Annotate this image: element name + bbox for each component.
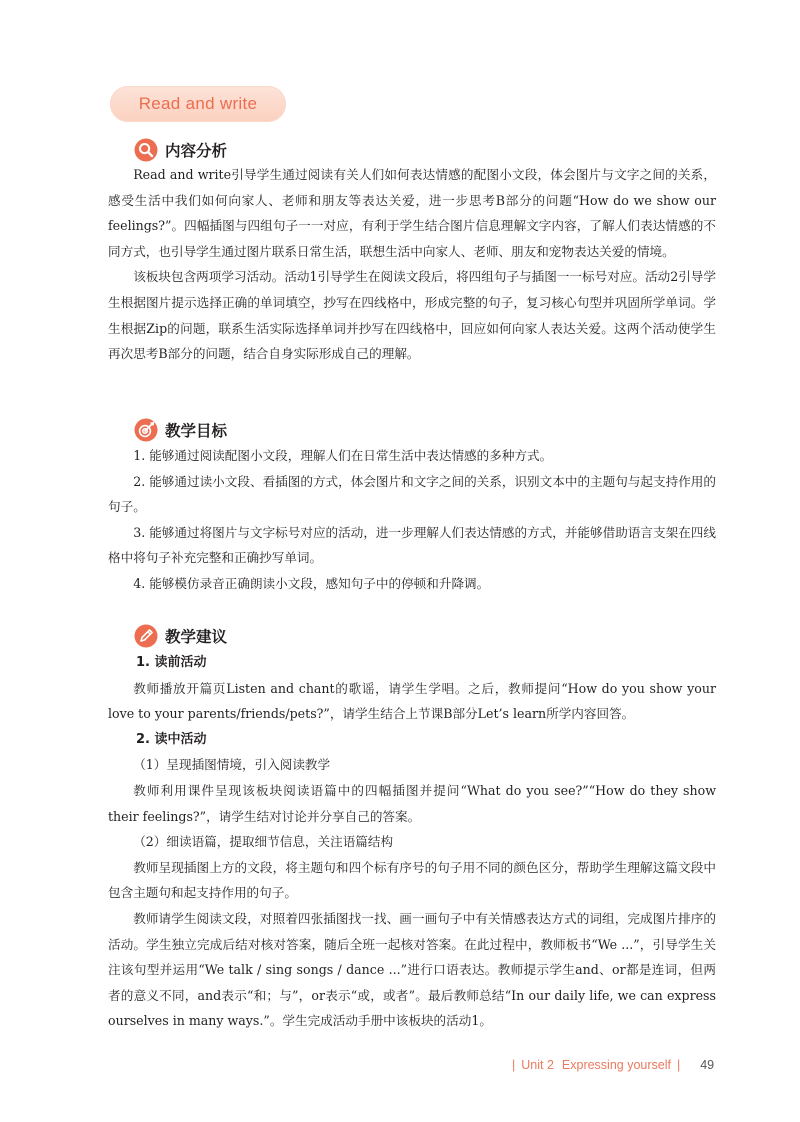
footer-unit: Unit 2 xyxy=(521,1058,554,1072)
teaching-goals-body xyxy=(108,443,716,597)
step-2-paragraph-2: 教师请学生阅读文段，对照着四张插图找一找、画一画句子中有关情感表达方式的词组，完成图片排序的活动。学生独立完成后结对核对答案，随后全班一起核对答案。在此过程中，教师板书“We ...”，引导学生关注该句型并运用“We talk / sing songs / dance ...”进行口语表达。教师提示学生and、or都是连词，但两者的意义不同，and表示“和；与”，or表示“或，或者”。最后教师总结“In our daily life, we can express ourselves in many ways.”。学生完成活动手册中该板块的活动1。 xyxy=(108,910,716,1029)
pencil-icon xyxy=(134,624,158,648)
teaching-suggestions-body xyxy=(108,650,716,1034)
target-icon xyxy=(134,418,158,442)
step-2-paragraph: 教师呈现插图上方的文段，将主题句和四个标有序号的句子用不同的颜色区分，帮助学生理解这篇文段中包含主题句和起支持作用的句子。 xyxy=(108,859,716,901)
teaching-suggestions-title: 教学建议 xyxy=(165,628,228,646)
goal-item: 1. 能够通过阅读配图小文段，理解人们在日常生活中表达情感的多种方式。 xyxy=(133,448,553,463)
content-analysis-heading xyxy=(134,136,227,164)
teaching-suggestions-heading xyxy=(134,622,227,650)
content-analysis-paragraph-2: 该板块包含两项学习活动。活动1引导学生在阅读文段后，将四组句子与插图一一标号对应。活动2引导学生根据图片提示选择正确的单词填空，抄写在四线格中，形成完整的句子，复习核心句型并巩固所学单词。学生根据Zip的问题，联系生活实际选择单词并抄写在四线格中，回应如何向家人表达关爱。这两个活动使学生再次思考B部分的问题，结合自身实际形成自己的理解。 xyxy=(108,269,716,362)
pre-reading-paragraph: 教师播放开篇页Listen and chant的歌谣，请学生学唱。之后，教师提问“How do you show your love to your parents/friends/pets?”，请学生结合上节课B部分Let’s learn所学内容回答。 xyxy=(108,680,716,722)
footer-unit-title: Expressing yourself xyxy=(561,1058,671,1072)
footer-divider: | xyxy=(512,1058,516,1072)
while-reading-subheading: 2. 读中活动 xyxy=(136,731,207,747)
page-number: 49 xyxy=(700,1058,715,1072)
content-analysis-paragraph-1: Read and write引导学生通过阅读有关人们如何表达情感的配图小文段，体会图片与文字之间的关系，感受生活中我们如何向家人、老师和朋友等表达关爱，进一步思考B部分的问题“How do we show our feelings?”。四幅插图与四组句子一一对应，有利于学生结合图片信息理解文字内容，了解人们表达情感的不同方式，也引导学生通过图片联系日常生活，联想生活中向家人、老师、朋友和宠物表达关爱的情境。 xyxy=(108,167,716,259)
section-label: Read and write xyxy=(110,86,286,122)
page-footer xyxy=(506,1055,720,1075)
step-1-heading: （1）呈现插图情境，引入阅读教学 xyxy=(133,757,331,773)
content-analysis-title: 内容分析 xyxy=(165,142,228,160)
goal-item: 4. 能够模仿录音正确朗读小文段，感知句子中的停顿和升降调。 xyxy=(133,575,490,591)
goal-item: 2. 能够通过读小文段、看插图的方式，体会图片和文字之间的关系，识别文本中的主题句与起支持作用的句子。 xyxy=(108,473,716,515)
goal-item: 3. 能够通过将图片与文字标号对应的活动，进一步理解人们表达情感的方式，并能够借助语言支架在四线格中将句子补充完整和正确抄写单词。 xyxy=(108,524,716,566)
step-1-paragraph: 教师利用课件呈现该板块阅读语篇中的四幅插图并提问“What do you see?”“How do they show their feelings?”，请学生结对讨论并分享自己的答案。 xyxy=(108,782,716,824)
content-analysis-body xyxy=(108,162,716,367)
teaching-goals-heading xyxy=(134,416,227,444)
pre-reading-subheading: 1. 读前活动 xyxy=(136,655,207,670)
teaching-goals-title: 教学目标 xyxy=(165,422,228,440)
footer-divider: | xyxy=(676,1058,681,1072)
step-2-heading: （2）细读语篇，提取细节信息，关注语篇结构 xyxy=(133,834,394,850)
magnifier-icon xyxy=(134,138,158,162)
